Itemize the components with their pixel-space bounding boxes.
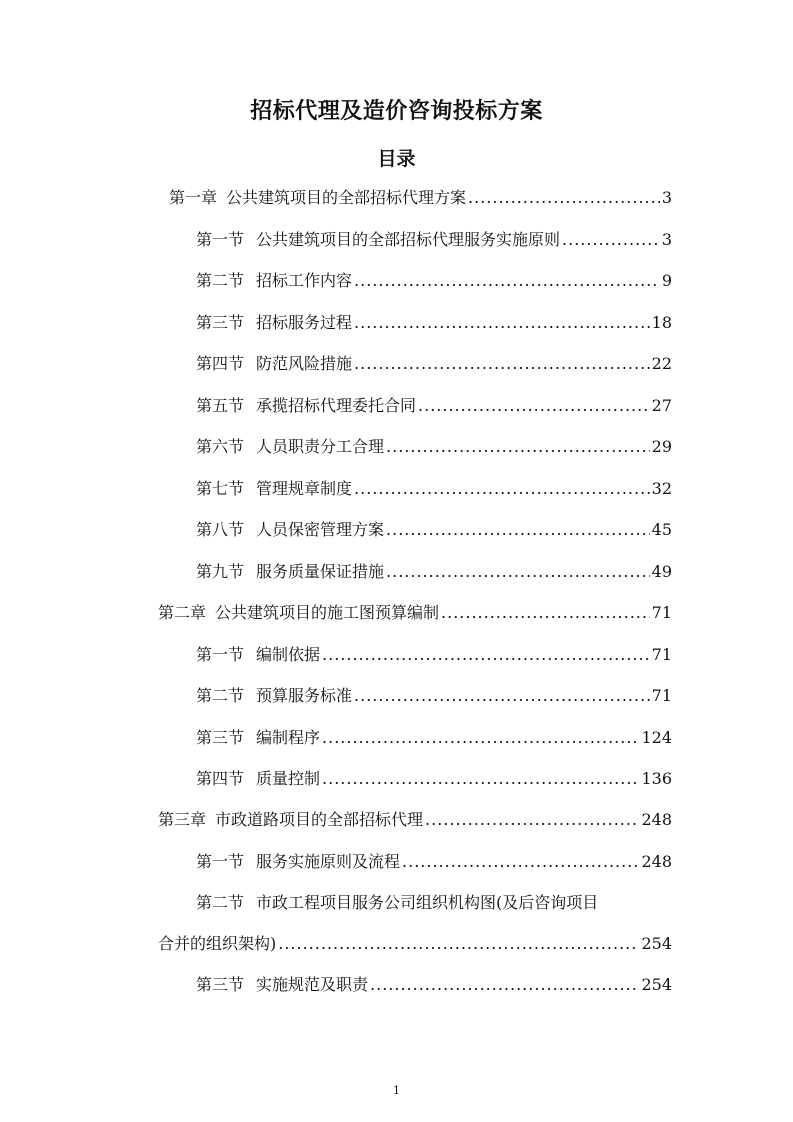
toc-page: 254: [641, 975, 672, 994]
toc-section-3-2-line2[interactable]: [158, 932, 672, 956]
toc-title: 市政工程项目服务公司组织机构图(及后咨询项目: [256, 893, 599, 912]
toc-number: 第一节: [196, 645, 245, 664]
toc-chapter-3[interactable]: [158, 808, 672, 832]
toc-title: 市政道路项目的全部招标代理: [215, 810, 424, 829]
toc-number: 第五节: [196, 396, 245, 415]
toc-number: 第二节: [196, 893, 245, 912]
dot-leader: [354, 684, 650, 708]
toc-number: 第九节: [196, 562, 245, 581]
toc-title: 编制依据: [256, 645, 321, 664]
dot-leader: [354, 477, 650, 501]
toc-section-1-5[interactable]: [196, 394, 672, 418]
toc-section-1-7[interactable]: [196, 477, 672, 501]
toc-page: 71: [651, 645, 672, 664]
dot-leader: [322, 726, 639, 750]
toc-title: 招标工作内容: [256, 271, 353, 290]
dot-leader: [370, 973, 639, 997]
toc-chapter-1[interactable]: [169, 186, 672, 210]
toc-number: 第三节: [196, 975, 245, 994]
toc-title: 公共建筑项目的全部招标代理方案: [226, 188, 467, 207]
toc-number: 第八节: [196, 520, 245, 539]
toc-title: 人员职责分工合理: [256, 437, 385, 456]
toc-title: 招标服务过程: [256, 313, 353, 332]
dot-leader: [468, 186, 660, 210]
toc-title-continued: 合并的组织架构): [158, 934, 277, 953]
toc-number: 第六节: [196, 437, 245, 456]
toc-page: 32: [651, 479, 672, 498]
dot-leader: [354, 352, 650, 376]
page-number: 1: [393, 1084, 400, 1097]
toc-title: 防范风险措施: [256, 354, 353, 373]
toc-page: 49: [651, 562, 672, 581]
toc-title: 编制程序: [256, 728, 321, 747]
toc-page: 18: [651, 313, 672, 332]
toc-page: 27: [651, 396, 672, 415]
toc-section-1-3[interactable]: [196, 311, 672, 335]
toc-section-2-3[interactable]: [196, 726, 672, 750]
toc-page: 45: [651, 520, 672, 539]
document-title: 招标代理及造价咨询投标方案: [250, 99, 543, 124]
toc-title: 公共建筑项目的全部招标代理服务实施原则: [256, 230, 561, 249]
toc-page: 124: [641, 728, 672, 747]
toc-page: 136: [641, 769, 672, 788]
dot-leader: [386, 518, 650, 542]
dot-leader: [418, 394, 650, 418]
toc-section-1-8[interactable]: [196, 518, 672, 542]
toc-title: 管理规章制度: [256, 479, 353, 498]
toc-page: 248: [641, 810, 672, 829]
toc-title: 服务质量保证措施: [256, 562, 385, 581]
toc-number: 第二章: [158, 603, 207, 622]
toc-page: 248: [641, 852, 672, 871]
toc-section-1-9[interactable]: [196, 560, 672, 584]
dot-leader: [386, 560, 650, 584]
dot-leader: [386, 435, 650, 459]
toc-heading: 目录: [377, 148, 416, 170]
toc-number: 第一节: [196, 852, 245, 871]
toc-page: 22: [651, 354, 672, 373]
dot-leader: [562, 228, 660, 252]
toc-section-2-2[interactable]: [196, 684, 672, 708]
toc-title: 实施规范及职责: [256, 975, 369, 994]
toc-title: 公共建筑项目的施工图预算编制: [215, 603, 440, 622]
toc-section-3-3[interactable]: [196, 973, 672, 997]
dot-leader: [441, 601, 650, 625]
toc-number: 第一章: [169, 188, 218, 207]
toc-section-1-4[interactable]: [196, 352, 672, 376]
toc-number: 第三章: [158, 810, 207, 829]
toc-number: 第三节: [196, 728, 245, 747]
toc-section-2-4[interactable]: [196, 767, 672, 791]
toc-page: 29: [651, 437, 672, 456]
toc-page: 3: [661, 188, 672, 207]
toc-section-3-1[interactable]: [196, 850, 672, 874]
toc-number: 第三节: [196, 313, 245, 332]
dot-leader: [322, 767, 639, 791]
toc-number: 第七节: [196, 479, 245, 498]
toc-title: 预算服务标准: [256, 686, 353, 705]
dot-leader: [278, 932, 639, 956]
dot-leader: [425, 808, 639, 832]
toc-page: 71: [651, 603, 672, 622]
toc-number: 第四节: [196, 769, 245, 788]
toc-title: 人员保密管理方案: [256, 520, 385, 539]
toc-page: 71: [651, 686, 672, 705]
toc-number: 第二节: [196, 271, 245, 290]
toc-title: 承揽招标代理委托合同: [256, 396, 417, 415]
toc-section-1-6[interactable]: [196, 435, 672, 459]
toc-section-2-1[interactable]: [196, 643, 672, 667]
toc-chapter-2[interactable]: [158, 601, 672, 625]
toc-section-3-2-line1[interactable]: [196, 891, 672, 915]
dot-leader: [322, 643, 650, 667]
toc-number: 第一节: [196, 230, 245, 249]
toc-title: 服务实施原则及流程: [256, 852, 401, 871]
toc-section-1-2[interactable]: [196, 269, 672, 293]
dot-leader: [354, 269, 660, 293]
toc-section-1-1[interactable]: [196, 228, 672, 252]
toc-number: 第二节: [196, 686, 245, 705]
dot-leader: [402, 850, 639, 874]
toc-number: 第四节: [196, 354, 245, 373]
toc-page: 9: [661, 271, 672, 290]
dot-leader: [354, 311, 650, 335]
toc-title: 质量控制: [256, 769, 321, 788]
toc-page: 3: [661, 230, 672, 249]
toc-page: 254: [641, 934, 672, 953]
